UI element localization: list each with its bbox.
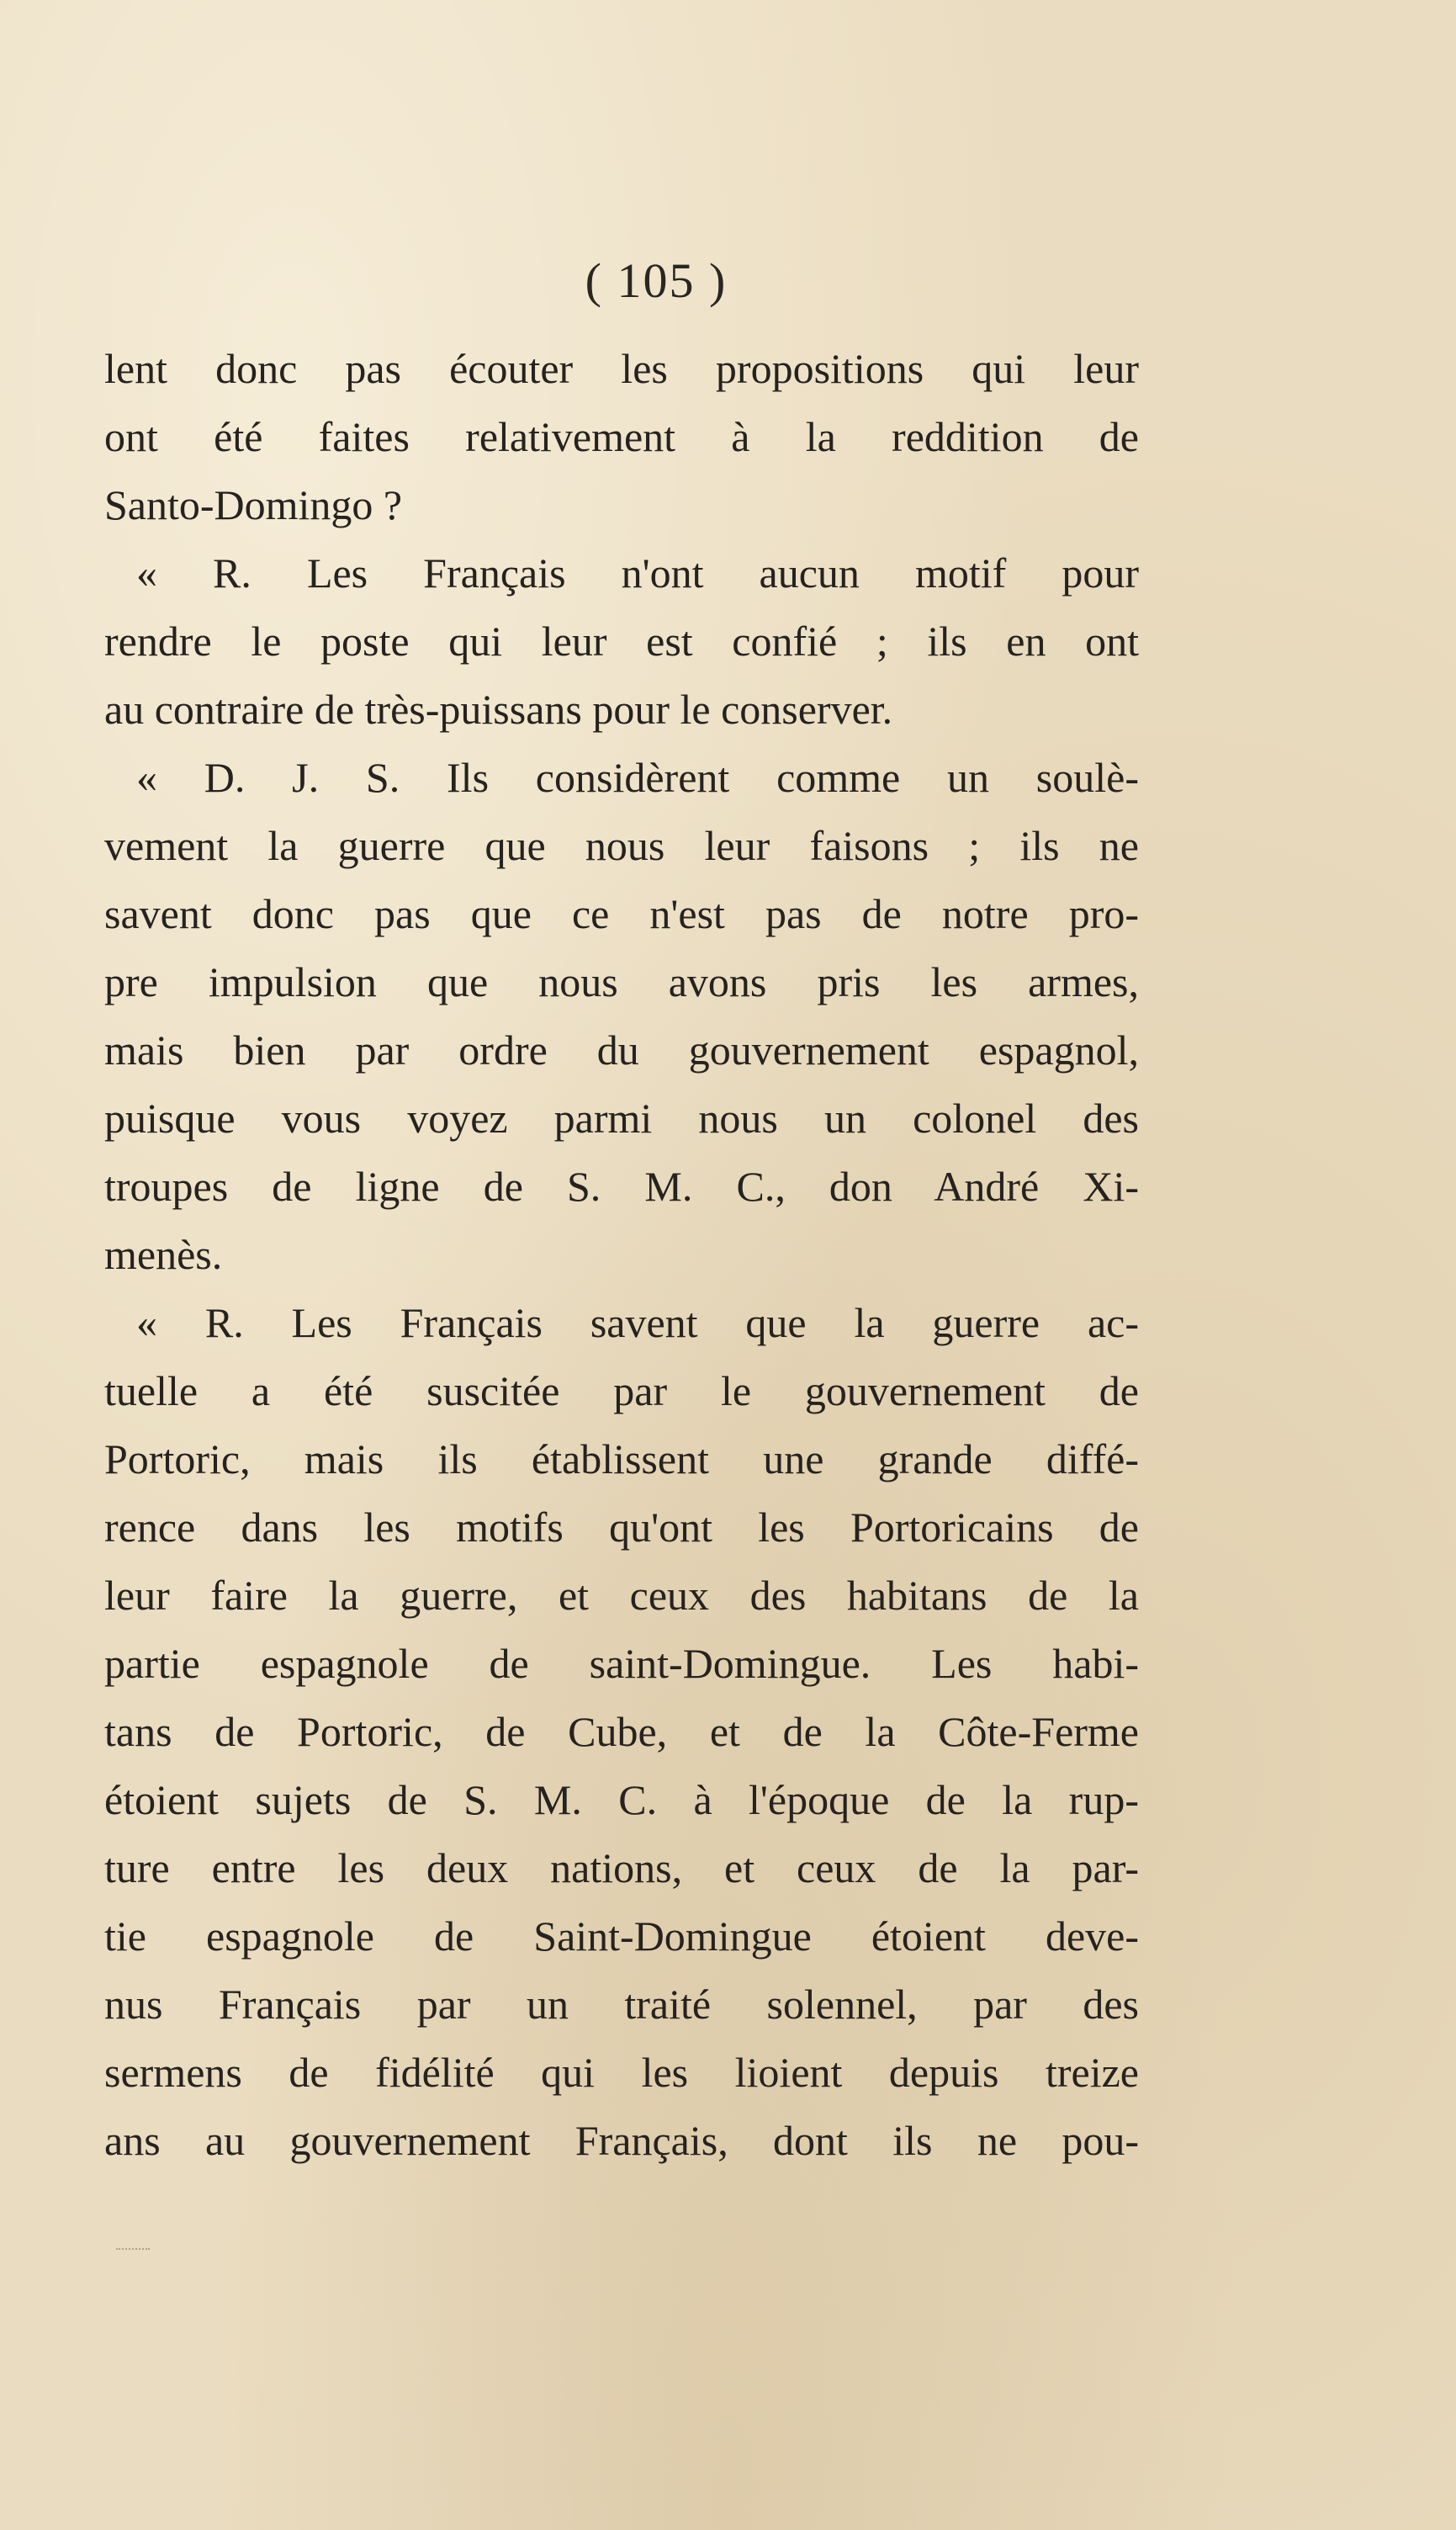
text-line: au contraire de très-puissans pour le conserver. (104, 686, 893, 733)
text-line: menès. (104, 1231, 223, 1278)
text-line: vement la guerre que nous leur faisons ; ils ne (104, 822, 1139, 869)
page-number: ( 105 ) (585, 253, 728, 308)
text-line: « D. J. S. Ils considèrent comme un soulè- (136, 754, 1139, 801)
print-mark (116, 2248, 150, 2252)
text-line: mais bien par ordre du gouvernement espagnol, (104, 1026, 1139, 1074)
text-line: nus Français par un traité solennel, par des (104, 1981, 1139, 2028)
text-line: Santo-Domingo ? (104, 481, 403, 528)
text-line: troupes de ligne de S. M. C., don André Xi- (104, 1163, 1139, 1210)
body-text (104, 335, 1139, 2175)
text-line: « R. Les Français savent que la guerre ac- (136, 1299, 1139, 1346)
text-line: sermens de fidélité qui les lioient depuis treize (104, 2049, 1139, 2096)
text-line: rence dans les motifs qu'ont les Portoricains de (104, 1504, 1139, 1551)
text-line: étoient sujets de S. M. C. à l'époque de la rup- (104, 1776, 1139, 1823)
text-line: partie espagnole de saint-Domingue. Les habi- (104, 1640, 1139, 1687)
text-line: ans au gouvernement Français, dont ils ne pou- (104, 2117, 1139, 2164)
text-line: rendre le poste qui leur est confié ; ils en ont (104, 618, 1139, 665)
text-line: lent donc pas écouter les propositions qui leur (104, 345, 1139, 392)
text-line: tans de Portoric, de Cube, et de la Côte-Ferme (104, 1708, 1139, 1755)
text-line: puisque vous voyez parmi nous un colonel des (104, 1095, 1139, 1142)
text-line: Portoric, mais ils établissent une grande diffé- (104, 1435, 1139, 1482)
text-line: ture entre les deux nations, et ceux de la par- (104, 1844, 1139, 1891)
text-line: savent donc pas que ce n'est pas de notre pro- (104, 890, 1139, 937)
text-line: ont été faites relativement à la reddition de (104, 413, 1139, 460)
text-line: tuelle a été suscitée par le gouvernement de (104, 1367, 1139, 1414)
text-line: « R. Les Français n'ont aucun motif pour (136, 549, 1139, 597)
text-line: tie espagnole de Saint-Domingue étoient deve- (104, 1912, 1139, 1960)
text-line: pre impulsion que nous avons pris les armes, (104, 958, 1139, 1005)
text-line: leur faire la guerre, et ceux des habitans de la (104, 1572, 1139, 1619)
